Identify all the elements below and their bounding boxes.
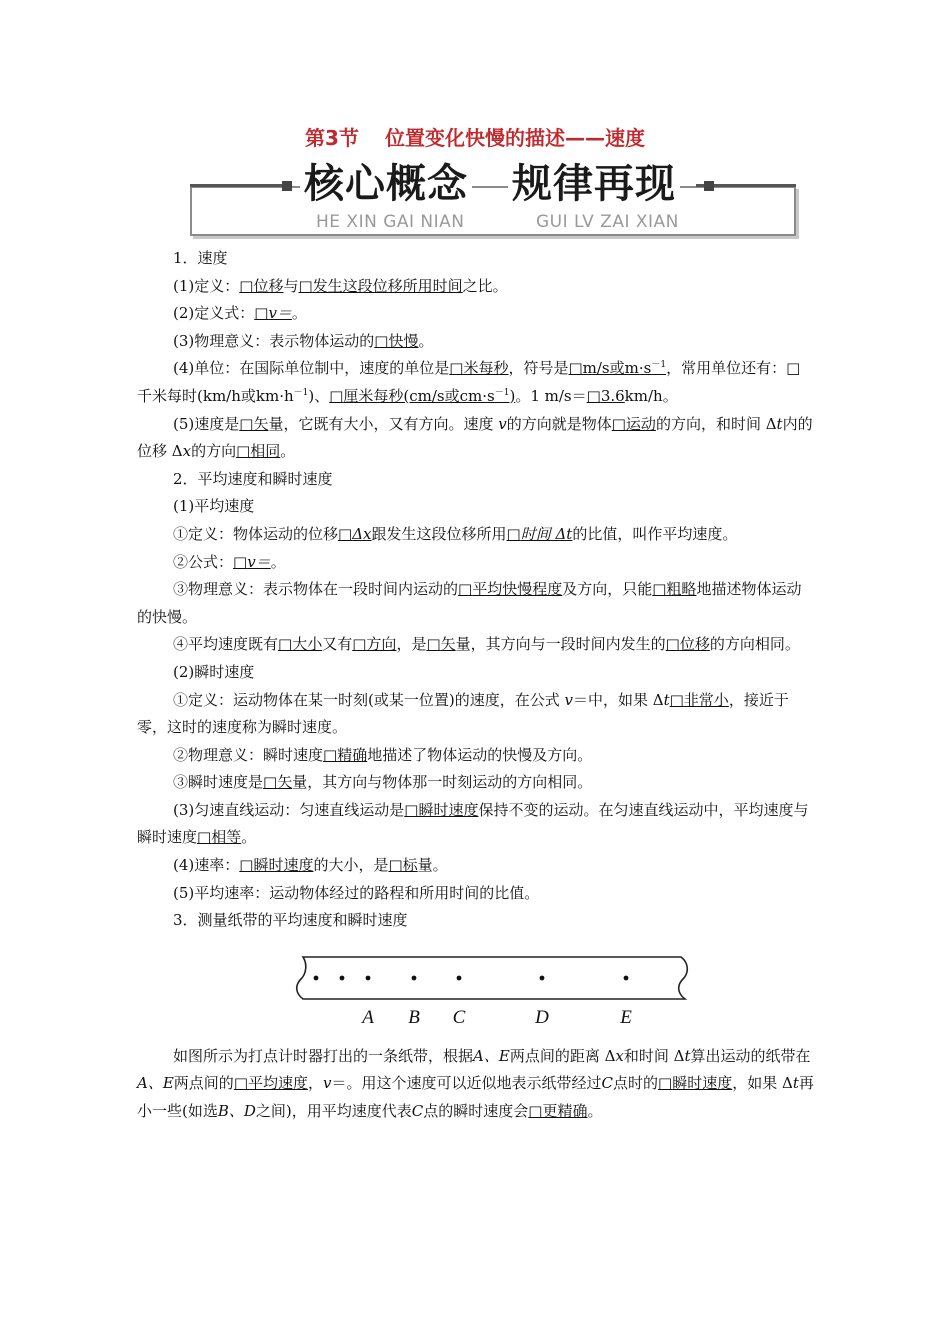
tape-dot-d <box>540 975 545 980</box>
heading-avg-instant: 2．平均速度和瞬时速度 <box>173 469 333 488</box>
tape-dot-e <box>624 975 629 980</box>
page-title <box>0 122 950 151</box>
banner-right-pinyin: GUI LV ZAI XIAN <box>536 212 679 232</box>
speed-definition: (1)定义：□ 位移与□ 发生这段位移所用时间之比。 <box>137 273 815 301</box>
avg-rate: (5)平均速率：运动物体经过的路程和所用时间的比值。 <box>173 883 540 902</box>
paper-tape-svg <box>293 949 693 1035</box>
instant-vector: ③瞬时速度是□ 矢量，其方向与物体那一时刻运动的方向相同。 <box>137 769 815 797</box>
avg-definition: ①定义：物体运动的位移□ Δx跟发生这段位移所用□ 时间 Δt的比值，叫作平均速度。 <box>137 521 815 549</box>
tape-explanation: 如图所示为打点计时器打出的一条纸带，根据A、E两点间的距离 Δx和时间 Δt算出运动的纸带在A、E两点间的□ 平均速度，v＝。用这个速度可以近似地表示纸带经过C点时的□ 瞬时速度，如果 Δt再小一些(如选B、D之间)，用平均速度代表C点的瞬时速度会□ 更精确。 <box>137 1043 815 1126</box>
speed-vector: (5)速度是□ 矢量，它既有大小，又有方向。速度 v的方向就是物体□ 运动的方向，和时间 Δt内的位移 Δx的方向□ 相同。 <box>137 411 815 466</box>
label-a: A <box>362 1006 374 1028</box>
tape-dot <box>340 975 345 980</box>
label-d: D <box>535 1006 549 1028</box>
instant-definition: ①定义：运动物体在某一时刻(或某一位置)的速度，在公式 v＝中，如果 Δt□ 非常小，接近于零，这时的速度称为瞬时速度。 <box>137 687 815 742</box>
tape-dot-c <box>457 975 462 980</box>
banner-square-right <box>704 181 714 191</box>
speed-rate: (4)速率：□ 瞬时速度的大小，是□ 标量。 <box>137 852 815 880</box>
tape-dot-b <box>412 975 417 980</box>
label-b: B <box>408 1006 420 1028</box>
instant-meaning: ②物理意义：瞬时速度□ 精确地描述了物体运动的快慢及方向。 <box>137 742 815 770</box>
banner-left-pinyin: HE XIN GAI NIAN <box>316 212 465 232</box>
label-e: E <box>620 1006 632 1028</box>
speed-formula: (2)定义式：□ v＝。 <box>137 300 815 328</box>
paper-tape-diagram <box>137 949 815 1037</box>
speed-units: (4)单位：在国际单位制中，速度的单位是□ 米每秒，符号是□ m/s或$m\cdot s^{-1}$，常用单位还有：□ 千米每时(km/h或$km\cdot h^{-1}$)、□ 厘米每秒(cm/s或$cm\cdot s^{-1}$)。1 m/s＝□ 3.6km/h。 <box>137 355 815 410</box>
tape-outline <box>297 957 688 999</box>
heading-speed: 1．速度 <box>173 249 228 267</box>
avg-formula: ②公式：□ v＝。 <box>137 549 815 577</box>
tape-dot <box>314 975 319 980</box>
section-banner <box>190 158 796 236</box>
heading-tape-measure: 3．测量纸带的平均速度和瞬时速度 <box>173 911 408 930</box>
section-name: 位置变化快慢的描述——速度 <box>384 126 645 150</box>
speed-meaning: (3)物理意义：表示物体运动的□ 快慢。 <box>137 328 815 356</box>
uniform-motion: (3)匀速直线运动：匀速直线运动是□ 瞬时速度保持不变的运动。在匀速直线运动中，平均速度与瞬时速度□ 相等。 <box>137 797 815 852</box>
heading-avg-speed: (1)平均速度 <box>173 497 255 516</box>
section-number: 第3节 <box>305 126 359 150</box>
avg-meaning: ③物理意义：表示物体在一段时间内运动的□ 平均快慢程度及方向，只能□ 粗略地描述物体运动的快慢。 <box>137 576 815 631</box>
avg-vector: ④平均速度既有□ 大小又有□ 方向，是□ 矢量，其方向与一段时间内发生的□ 位移的方向相同。 <box>137 631 815 659</box>
content <box>137 245 815 1126</box>
tape-dot-a <box>366 975 371 980</box>
banner-right-text: 规律再现 <box>508 158 680 210</box>
heading-instant-speed: (2)瞬时速度 <box>173 662 255 681</box>
banner-square-left <box>282 181 292 191</box>
banner-left-text: 核心概念 <box>300 158 472 210</box>
label-c: C <box>452 1006 466 1028</box>
